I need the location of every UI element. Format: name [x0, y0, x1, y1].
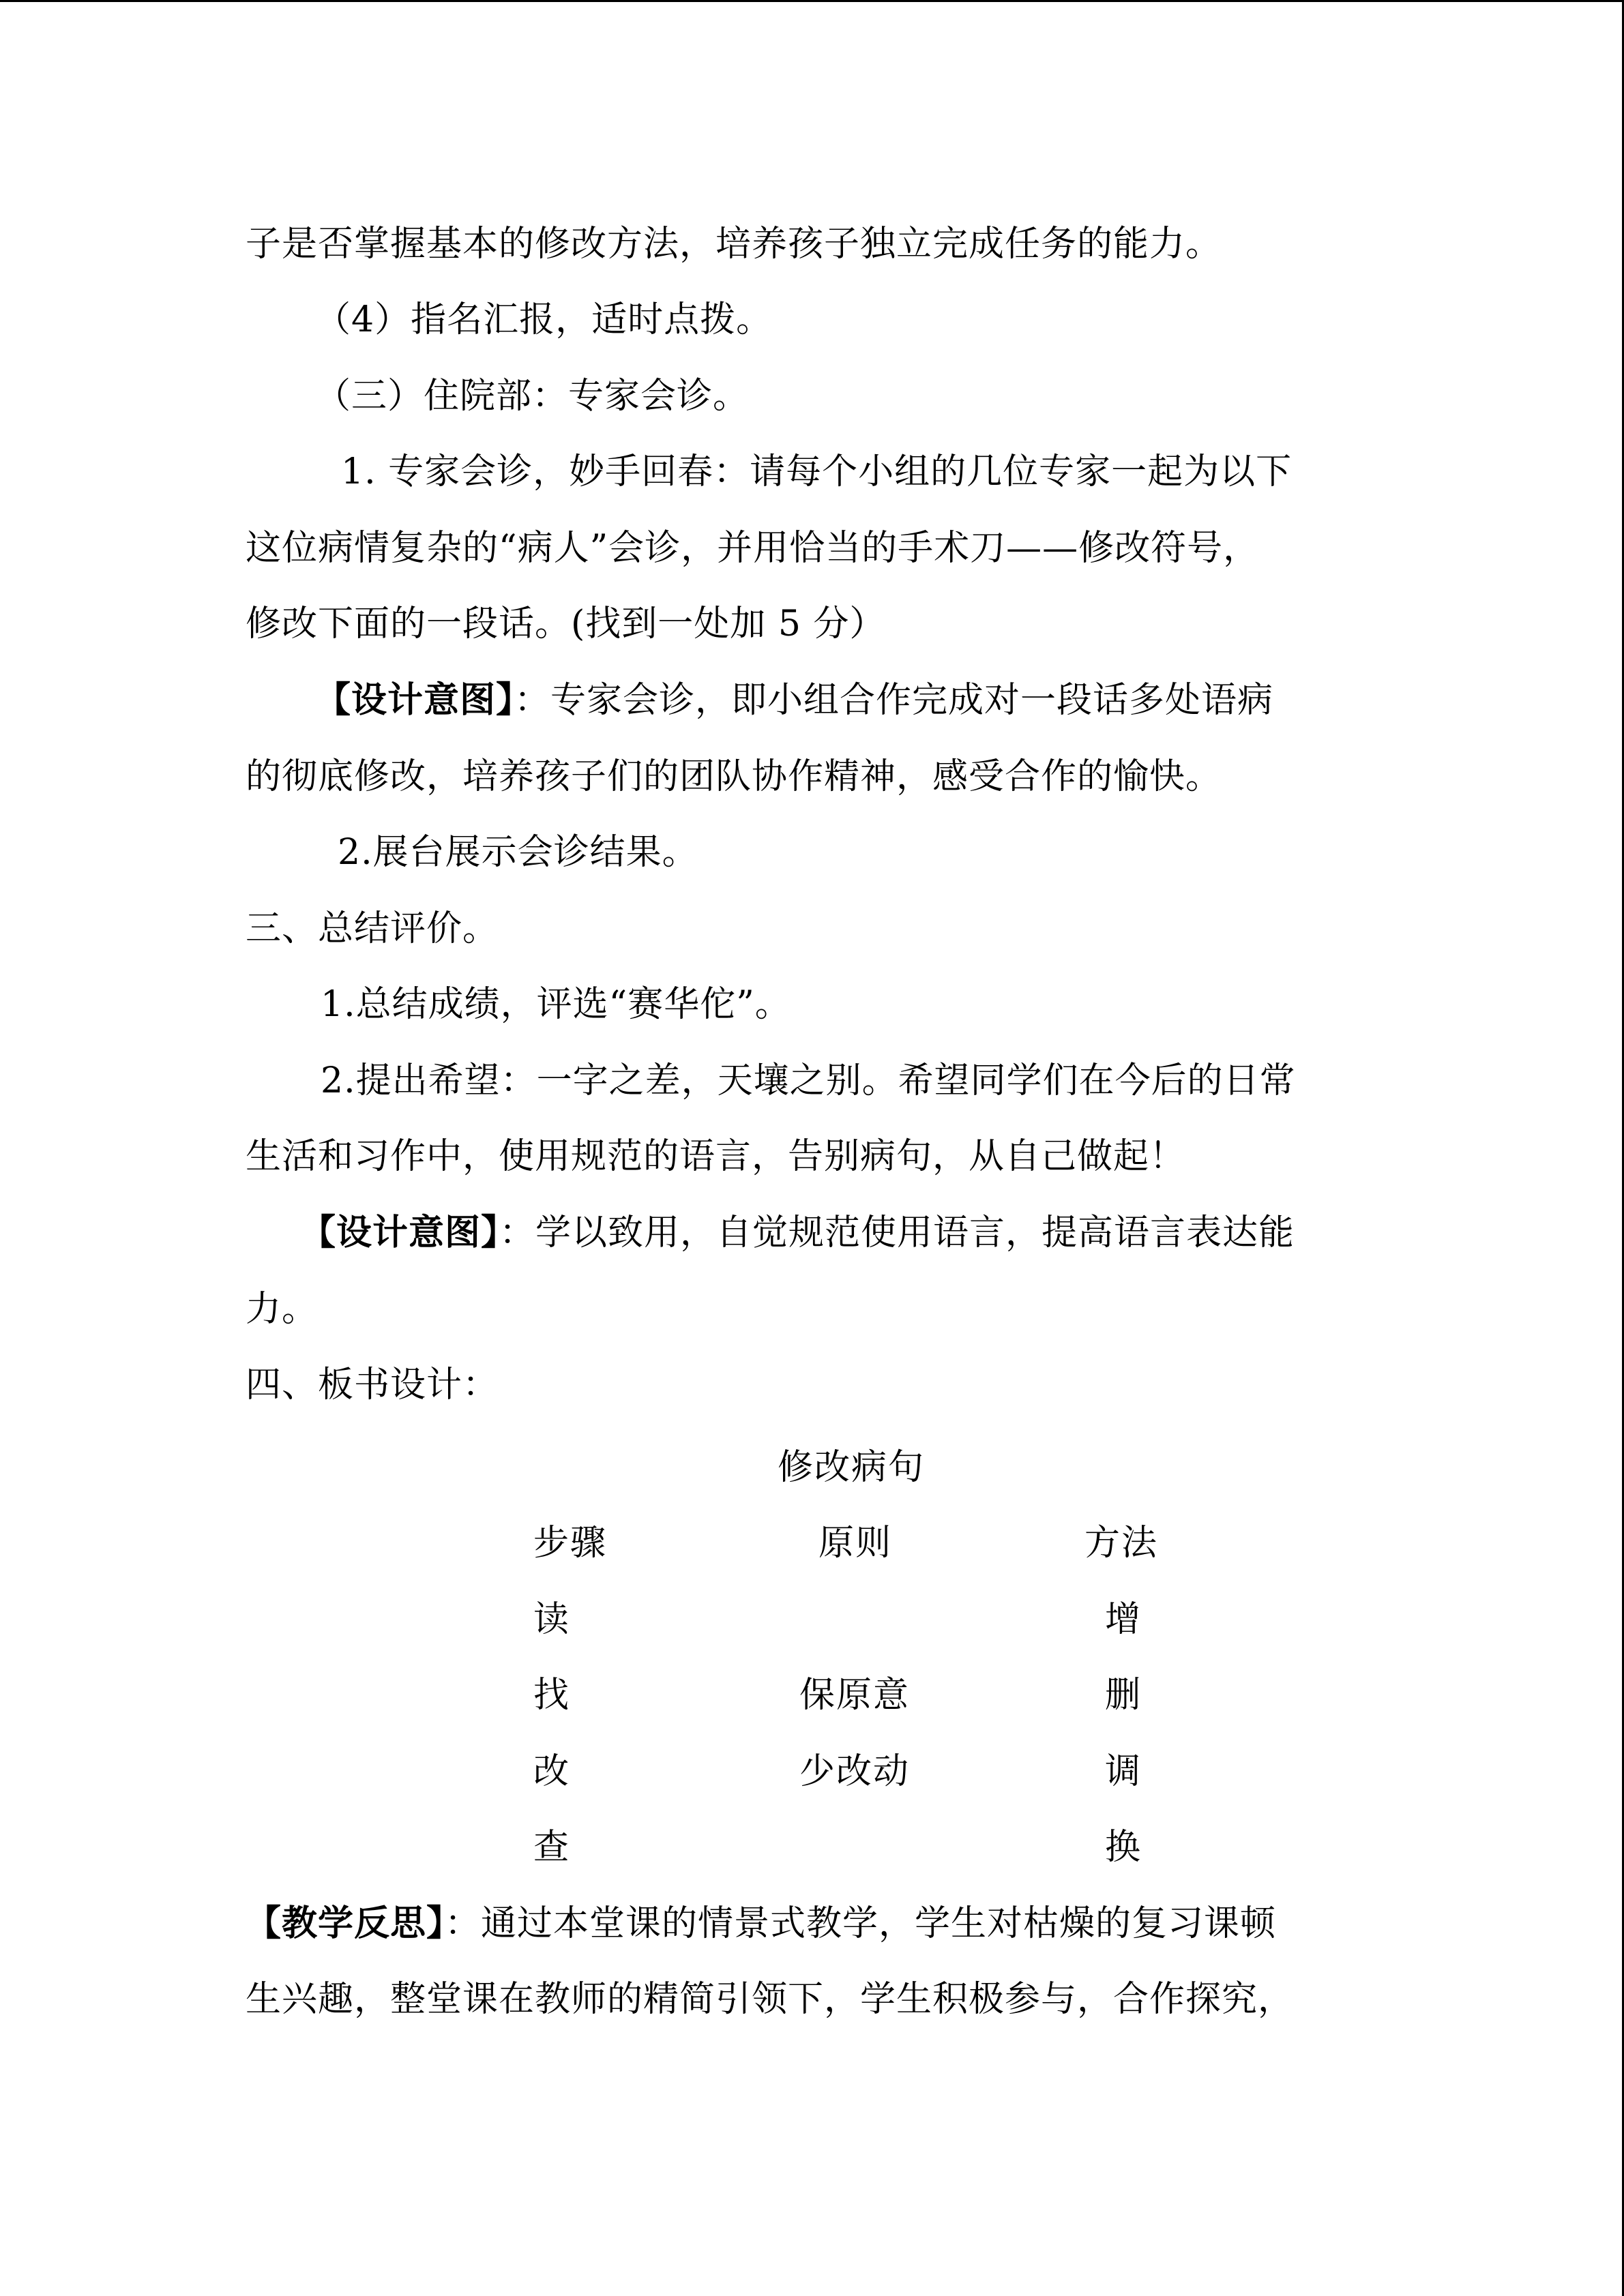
board-step: 改	[533, 1751, 571, 1792]
paragraph-line: 这位病情复杂的“病人”会诊，并用恰当的手术刀——修改符号，	[246, 528, 1260, 569]
paragraph-line: 子是否掌握基本的修改方法，培养孩子独立完成任务的能力。	[246, 224, 1222, 265]
reflection-text: ：通过本堂课的情景式教学，学生对枯燥的复习课顿	[445, 1903, 1277, 1944]
board-method: 删	[1105, 1675, 1142, 1716]
section-heading: （三）住院部：专家会诊。	[315, 376, 750, 417]
board-method: 换	[1105, 1827, 1142, 1868]
board-step: 查	[533, 1827, 571, 1868]
paragraph-line: （4）指名汇报，适时点拨。	[315, 299, 773, 340]
design-intent-text: ：学以致用，自觉规范使用语言，提高语言表达能	[499, 1212, 1295, 1253]
board-header-methods: 方法	[1084, 1523, 1159, 1564]
reflection-label: 【教学反思】	[246, 1903, 445, 1944]
paragraph-line: 的彻底修改，培养孩子们的团队协作精神，感受合作的愉快。	[246, 756, 1222, 797]
reflection-line: 生兴趣，整堂课在教师的精简引领下，学生积极参与，合作探究，	[246, 1979, 1295, 2020]
paragraph-line: 2.提出希望：一字之差，天壤之别。希望同学们在今后的日常	[321, 1060, 1296, 1101]
paragraph-line: 1.总结成绩，评选“赛华佗”。	[321, 984, 791, 1025]
paragraph-line: 1. 专家会诊，妙手回春：请每个小组的几位专家一起为以下	[341, 451, 1293, 492]
reflection-line	[246, 1900, 1276, 1948]
page-border-top	[0, 0, 1624, 2]
board-method: 调	[1105, 1751, 1142, 1792]
board-principle: 保原意	[799, 1675, 911, 1716]
design-intent-text: ：专家会诊，即小组合作完成对一段话多处语病	[514, 680, 1274, 721]
board-step: 找	[533, 1675, 571, 1716]
paragraph-line: 修改下面的一段话。(找到一处加 5 分）	[246, 603, 886, 644]
design-intent-line	[315, 676, 1273, 724]
paragraph-line: 2.展台展示会诊结果。	[338, 832, 698, 873]
paragraph-line: 生活和习作中，使用规范的语言，告别病句，从自己做起！	[246, 1136, 1186, 1177]
design-intent-line	[300, 1209, 1295, 1257]
board-method: 增	[1105, 1599, 1142, 1640]
design-intent-label: 【设计意图】	[315, 679, 515, 721]
board-header-principles: 原则	[818, 1523, 893, 1564]
design-intent-label: 【设计意图】	[300, 1212, 500, 1253]
board-step: 读	[533, 1599, 571, 1640]
board-title: 修改病句	[778, 1447, 926, 1488]
board-principle: 少改动	[799, 1751, 911, 1792]
paragraph-line: 力。	[246, 1289, 319, 1330]
section-heading: 三、总结评价。	[246, 908, 499, 949]
section-heading: 四、板书设计：	[246, 1365, 499, 1405]
board-header-steps: 步骤	[533, 1523, 608, 1564]
